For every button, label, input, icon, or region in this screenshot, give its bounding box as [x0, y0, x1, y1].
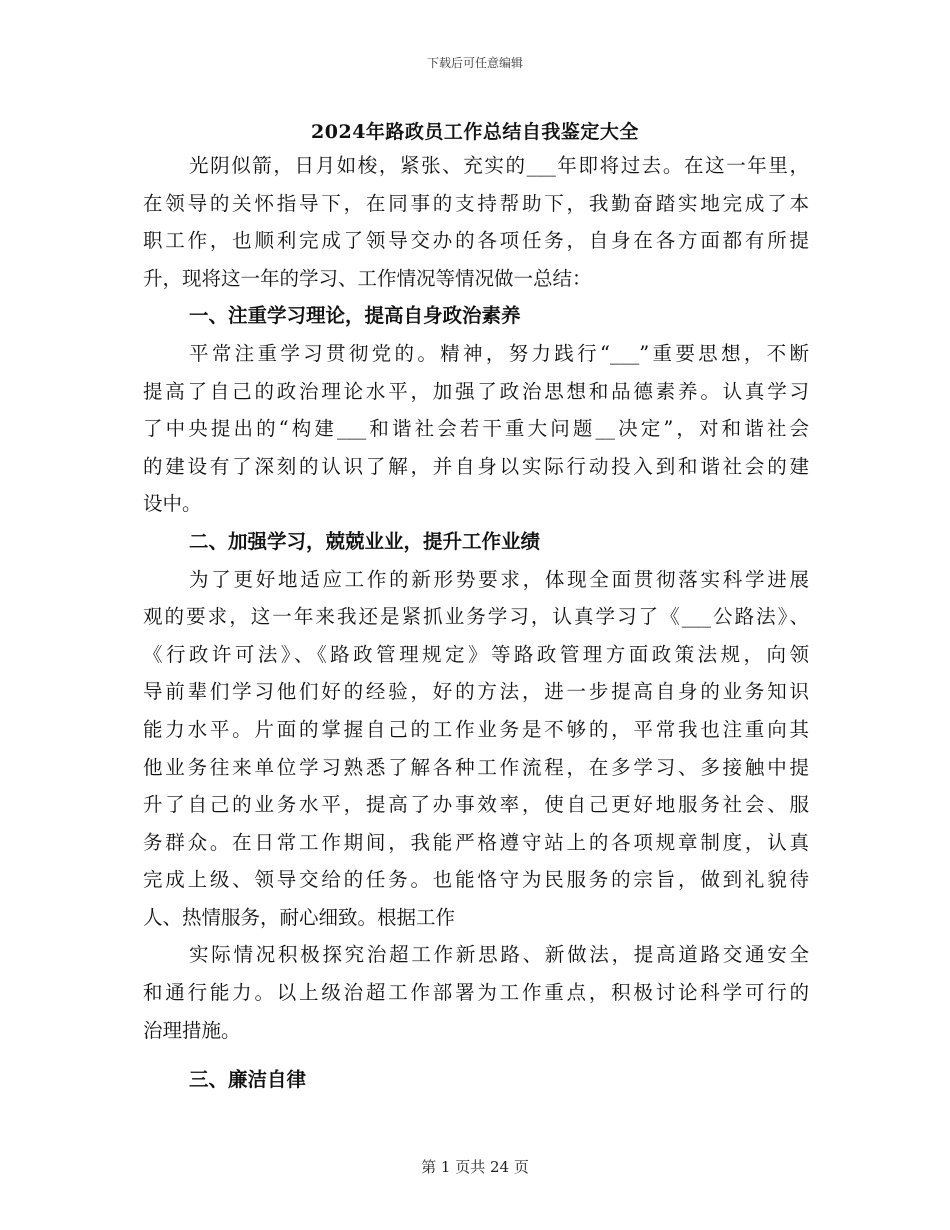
text-line: 为了更好地适应工作的新形势要求，体现全面贯彻落实科学进展 — [189, 567, 809, 591]
section-heading: 三、廉洁自律 — [189, 1068, 307, 1092]
text-line: 的建设有了深刻的认识了解，并自身以实际行动投入到和谐社会的建 — [143, 454, 809, 478]
text-line: 导前辈们学习他们好的经验，好的方法，进一步提高自身的业务知识 — [143, 680, 809, 704]
page-footer: 第 1 页共 24 页 — [421, 1158, 529, 1176]
text-line: 提高了自己的政治理论水平，加强了政治思想和品德素养。认真学习 — [143, 379, 809, 403]
text-line: 升，现将这一年的学习、工作情况等情况做一总结： — [143, 266, 592, 290]
section-heading: 二、加强学习，兢兢业业，提升工作业绩 — [189, 529, 541, 553]
text-line: 设中。 — [143, 492, 202, 516]
text-line: 在领导的关怀指导下，在同事的支持帮助下，我勤奋踏实地完成了本 — [143, 191, 809, 215]
text-line: 观的要求，这一年来我还是紧抓业务学习，认真学习了《___公路法》、 — [143, 605, 809, 629]
section-heading: 一、注重学习理论，提高自身政治素养 — [189, 304, 521, 328]
text-line: 人、热情服务，耐心细致。根据工作 — [143, 905, 456, 929]
text-line: 升了自己的业务水平，提高了办事效率，使自己更好地服务社会、服 — [143, 793, 809, 817]
document-body — [143, 147, 809, 1099]
paragraph-gap — [143, 1049, 809, 1061]
text-line: 职工作，也顺利完成了领导交办的各项任务，自身在各方面都有所提 — [143, 229, 809, 253]
text-line: 能力水平。片面的掌握自己的工作业务是不够的，平常我也注重向其 — [143, 717, 809, 741]
text-line: 实际情况积极探究治超工作新思路、新做法，提高道路交通安全 — [189, 943, 809, 967]
text-line: 务群众。在日常工作期间，我能严格遵守站上的各项规章制度，认真 — [143, 830, 809, 854]
text-line: 完成上级、领导交给的任务。也能恪守为民服务的宗旨，做到礼貌待 — [143, 868, 809, 892]
text-line: 他业务往来单位学习熟悉了解各种工作流程，在多学习、多接触中提 — [143, 755, 809, 779]
text-line: 光阴似箭，日月如梭，紧张、充实的___年即将过去。在这一年里， — [189, 154, 809, 177]
page-header: 下载后可任意编辑 — [426, 56, 523, 70]
text-line: 和通行能力。以上级治超工作部署为工作重点，积极讨论科学可行的 — [143, 981, 809, 1005]
text-line: 了中央提出的“构建___和谐社会若干重大问题__决定”，对和谐社会 — [143, 417, 809, 441]
document-title: 2024年路政员工作总结自我鉴定大全 — [311, 121, 639, 143]
text-line: 平常注重学习贯彻党的。精神，努力践行“___”重要思想，不断 — [189, 341, 809, 365]
text-line: 治理措施。 — [143, 1018, 241, 1042]
text-line: 《行政许可法》、《路政管理规定》等路政管理方面政策法规，向领 — [143, 642, 809, 666]
